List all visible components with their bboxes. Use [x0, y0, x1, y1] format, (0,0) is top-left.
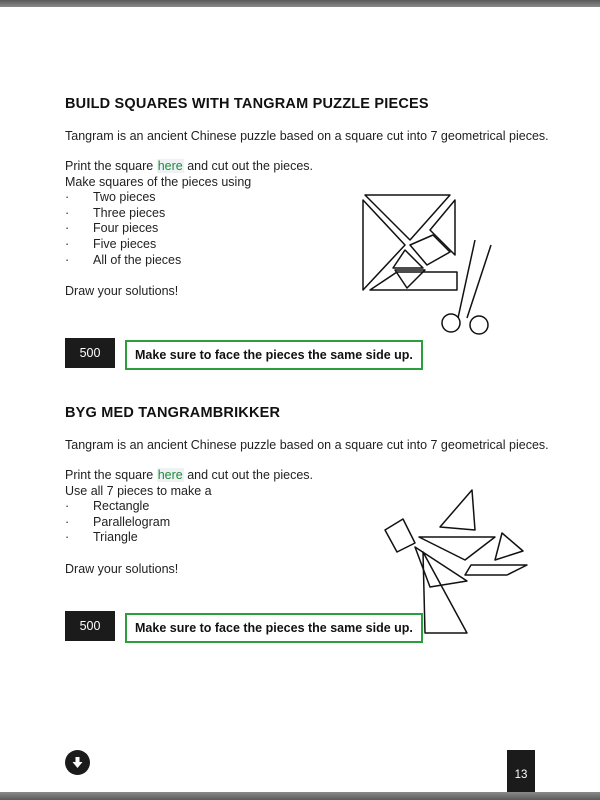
section2-list	[65, 499, 313, 546]
tangram-figure-illustration	[375, 485, 535, 645]
page-number: 13	[507, 750, 535, 799]
section1-badge: 500	[65, 338, 115, 368]
list-item: · All of the pieces	[65, 253, 313, 269]
print-text-before: Print the square	[65, 159, 157, 173]
scroll-down-button[interactable]	[65, 750, 90, 775]
print-text-before: Print the square	[65, 468, 157, 482]
document-page	[0, 7, 600, 792]
section1-heading: BUILD SQUARES WITH TANGRAM PUZZLE PIECES	[65, 96, 429, 112]
section2-badge: 500	[65, 611, 115, 641]
section2-tip: Make sure to face the pieces the same side up.	[125, 613, 423, 643]
section1-list	[65, 190, 313, 268]
section2-intro: Tangram is an ancient Chinese puzzle based on a square cut into 7 geometrical pieces.	[65, 438, 549, 452]
print-text-after: and cut out the pieces.	[183, 159, 314, 173]
section1-here-link[interactable]: here	[157, 159, 183, 173]
viewer-bottom-bar	[0, 792, 600, 800]
section2-instruction: Use all 7 pieces to make a	[65, 483, 212, 498]
section1-body	[65, 159, 313, 299]
viewer-top-bar	[0, 0, 600, 7]
tangram-square-scissors-illustration	[355, 190, 495, 335]
list-item: · Two pieces	[65, 190, 313, 206]
list-item: · Parallelogram	[65, 515, 313, 531]
list-item: · Rectangle	[65, 499, 313, 515]
list-item: · Triangle	[65, 530, 313, 546]
section1-instruction: Make squares of the pieces using	[65, 174, 252, 189]
section2-heading: BYG MED TANGRAMBRIKKER	[65, 405, 281, 421]
section1-intro: Tangram is an ancient Chinese puzzle based on a square cut into 7 geometrical pieces.	[65, 129, 549, 143]
section1-draw: Draw your solutions!	[65, 283, 179, 298]
section1-print-line	[65, 159, 313, 175]
section2-here-link[interactable]: here	[157, 468, 183, 482]
section1-tip: Make sure to face the pieces the same side up.	[125, 340, 423, 370]
list-item: · Three pieces	[65, 206, 313, 222]
arrow-down-icon	[70, 755, 85, 770]
section2-print-line	[65, 468, 313, 484]
print-text-after: and cut out the pieces.	[183, 468, 314, 482]
section2-draw: Draw your solutions!	[65, 561, 179, 576]
section2-body	[65, 468, 313, 577]
list-item: · Four pieces	[65, 221, 313, 237]
list-item: · Five pieces	[65, 237, 313, 253]
